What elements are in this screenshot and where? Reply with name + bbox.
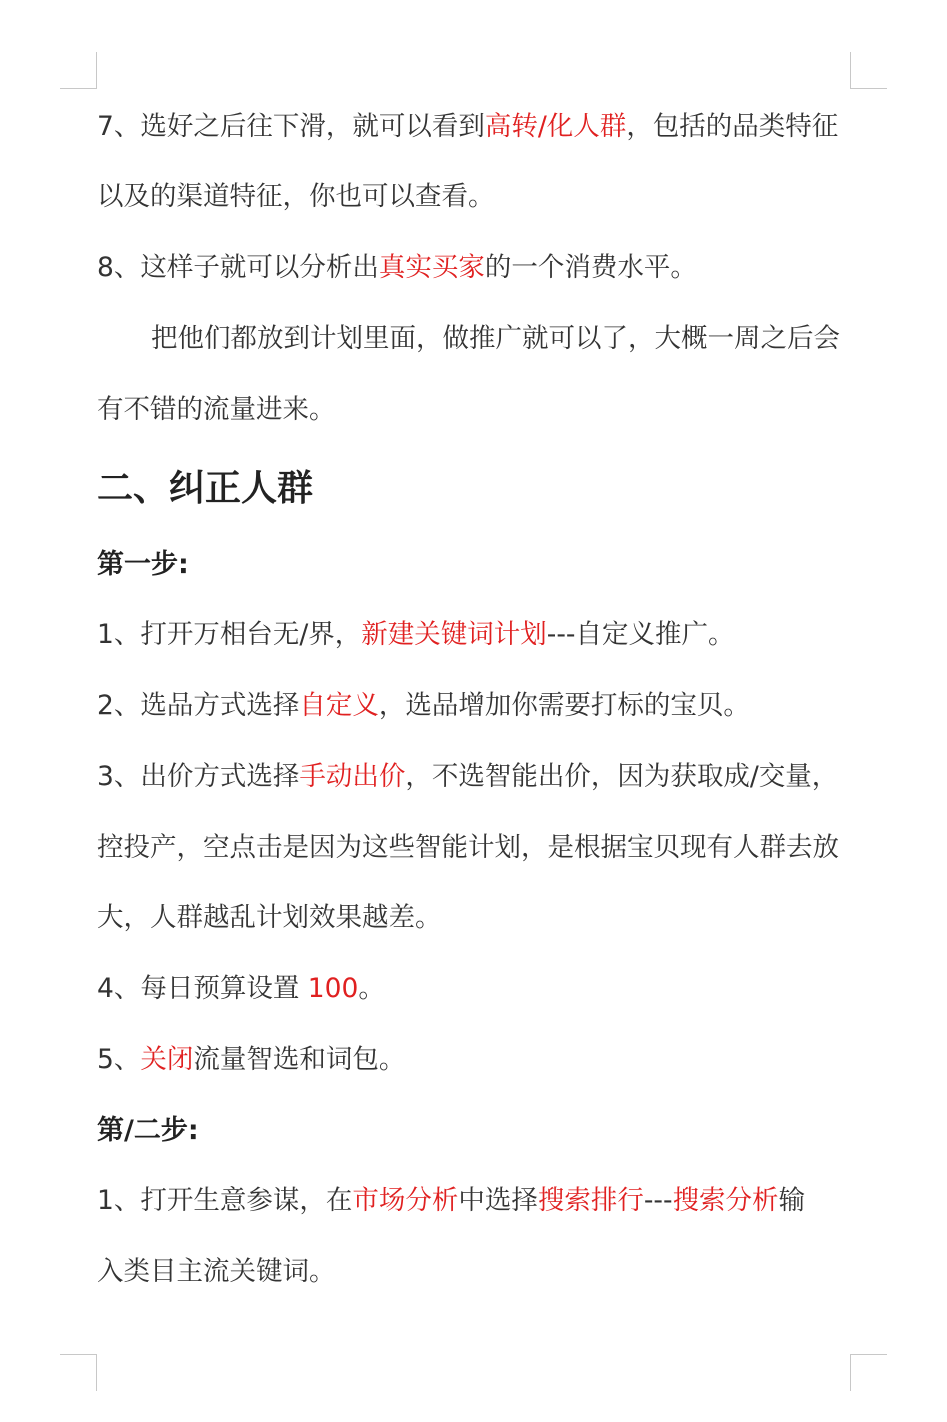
highlight-text: 市场分析 [352, 1185, 459, 1216]
highlight-text: 自定义 [299, 690, 379, 721]
highlight-text: 搜索排行 [537, 1185, 644, 1216]
step-1-item-5: 5、关闭流量智选和词包。 [97, 1044, 406, 1075]
paragraph-indented-line-1: 把他们都放到计划里面，做推广就可以了，大概一周之后会 [151, 323, 840, 354]
highlight-text: 新建关键词计划 [361, 619, 547, 650]
step-2-title: 第/二步: [97, 1115, 199, 1146]
page-corner-mark-top-right [850, 52, 887, 89]
step-1-item-3-line-1: 3、出价方式选择手动出价，不选智能出价，因为获取成/交量， [97, 761, 839, 792]
step-1-item-3-line-2: 控投产，空点击是因为这些智能计划，是根据宝贝现有人群去放 [97, 832, 839, 863]
step-2-item-1-line-1: 1、打开生意参谋，在市场分析中选择搜索排行---搜索分析输 [97, 1185, 806, 1216]
step-1-item-3-line-3: 大，人群越乱计划效果越差。 [97, 902, 442, 933]
step-1-item-1: 1、打开万相台无/界，新建关键词计划---自定义推广。 [97, 619, 735, 650]
highlight-text: 手动出价 [299, 761, 406, 792]
step-1-item-4: 4、每日预算设置 100。 [97, 973, 385, 1004]
highlight-text: 100 [307, 973, 359, 1004]
paragraph-7-line-2: 以及的渠道特征，你也可以查看。 [97, 181, 495, 212]
highlight-text: 真实买家 [378, 252, 485, 283]
section-heading: 二、纠正人群 [97, 468, 314, 509]
page-corner-mark-bottom-right [850, 1354, 887, 1391]
highlight-text: 搜索分析 [672, 1185, 779, 1216]
step-1-item-2: 2、选品方式选择自定义，选品增加你需要打标的宝贝。 [97, 690, 750, 721]
paragraph-indented-line-2: 有不错的流量进来。 [97, 394, 336, 425]
page-corner-mark-top-left [60, 52, 97, 89]
step-1-title: 第一步: [97, 549, 189, 580]
page-corner-mark-bottom-left [60, 1354, 97, 1391]
highlight-text: 高转/化人群 [484, 111, 627, 142]
highlight-text: 关闭 [140, 1044, 194, 1075]
paragraph-7-line-1: 7、选好之后往下滑，就可以看到高转/化人群，包括的品类特征 [97, 111, 839, 142]
step-2-item-1-line-2: 入类目主流关键词。 [97, 1256, 336, 1287]
paragraph-8: 8、这样子就可以分析出真实买家的一个消费水平。 [97, 252, 697, 283]
